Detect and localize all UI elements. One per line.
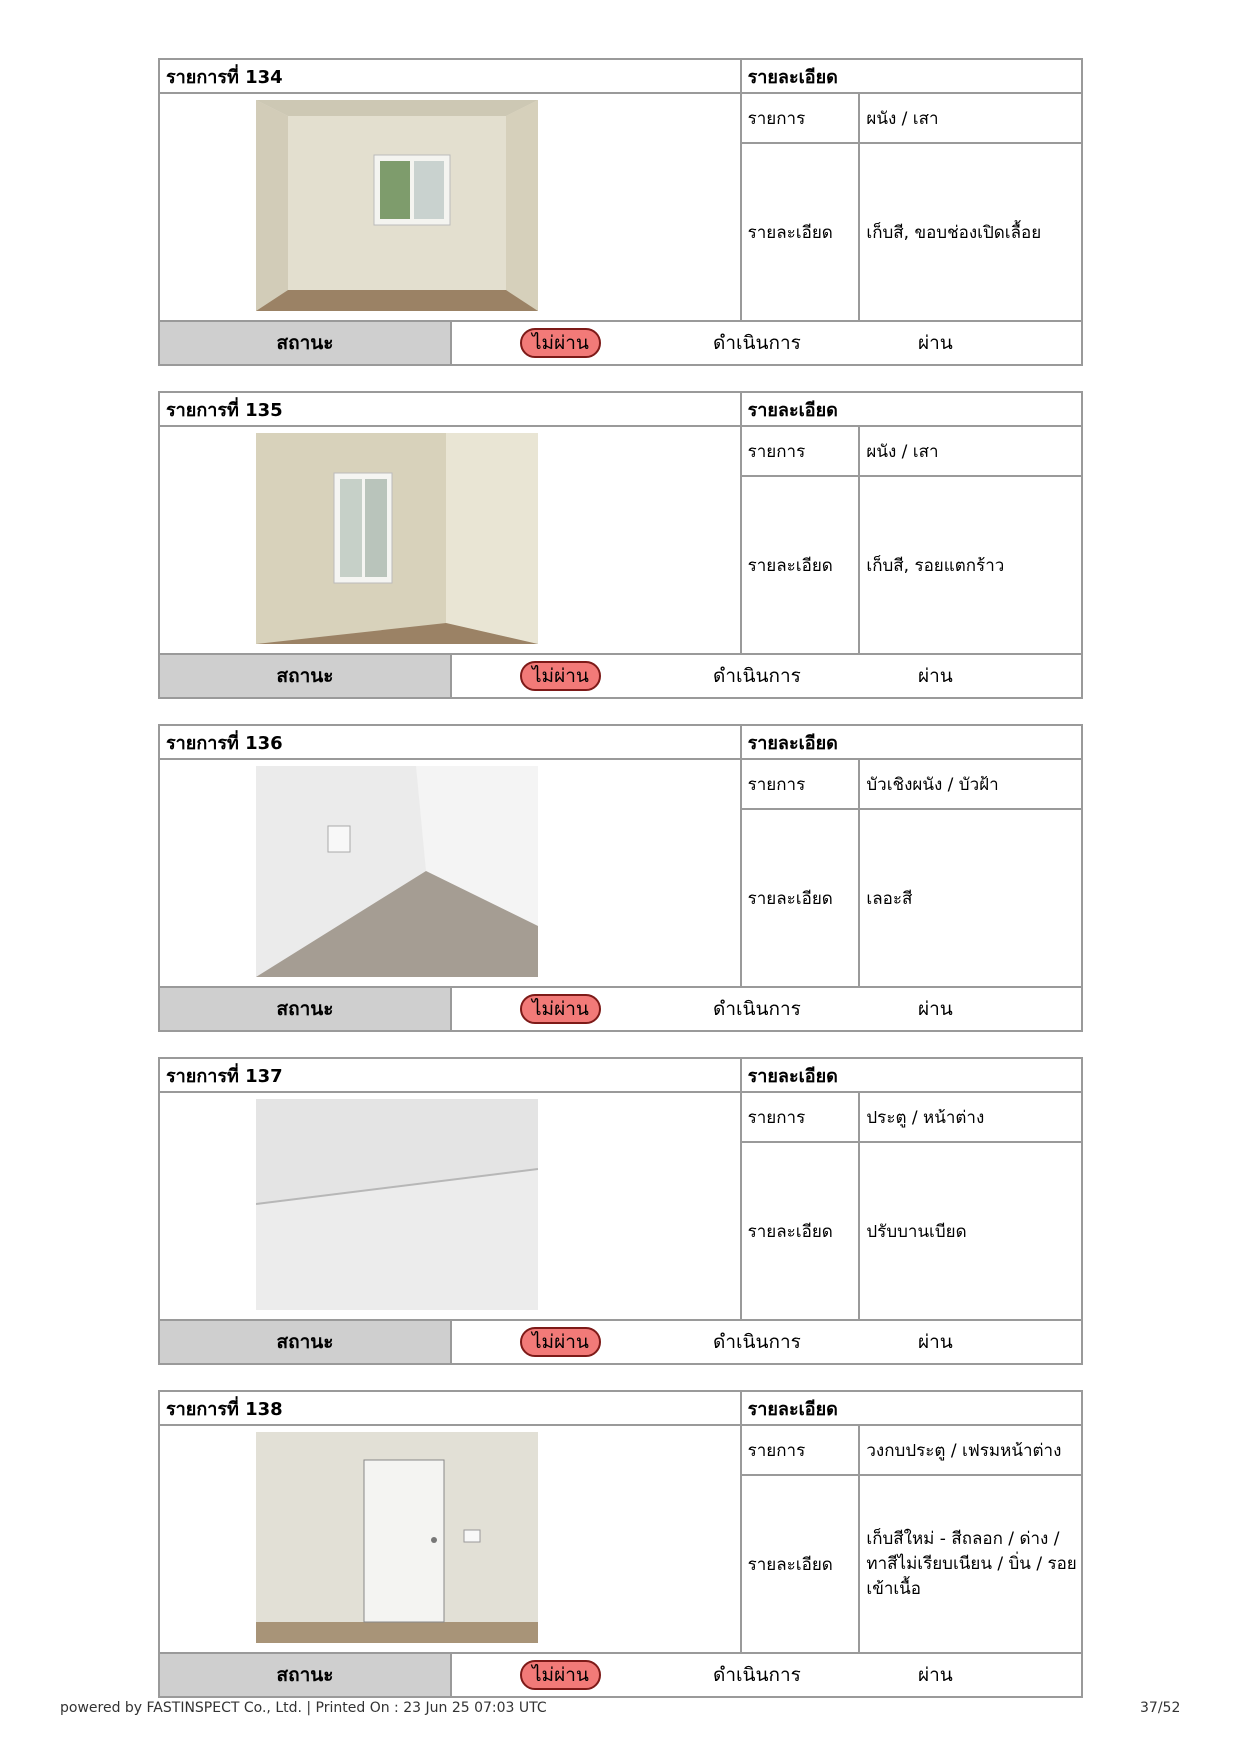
status-option-in-progress[interactable]: ดำเนินการ — [713, 332, 801, 354]
status-label: สถานะ — [160, 988, 452, 1030]
item-label: รายการ — [742, 1093, 861, 1143]
detail-label: รายละเอียด — [742, 1476, 861, 1652]
inspection-card — [158, 58, 1083, 366]
item-value: ประตู / หน้าต่าง — [860, 1093, 1081, 1143]
status-option-fail[interactable]: ไม่ผ่าน — [520, 1660, 601, 1690]
status-label: สถานะ — [160, 322, 452, 364]
status-label: สถานะ — [160, 1321, 452, 1363]
status-option-pass[interactable]: ผ่าน — [918, 1664, 953, 1686]
status-option-in-progress[interactable]: ดำเนินการ — [713, 998, 801, 1020]
item-label: รายการ — [742, 94, 861, 144]
detail-value: เลอะสี — [866, 888, 913, 909]
item-title: รายการที่ 134 — [160, 60, 742, 94]
detail-value: ปรับบานเบียด — [866, 1221, 967, 1242]
status-row — [160, 320, 1081, 364]
detail-header: รายละเอียด — [742, 393, 1081, 427]
detail-header: รายละเอียด — [742, 726, 1081, 760]
item-title: รายการที่ 138 — [160, 1392, 742, 1426]
detail-label: รายละเอียด — [742, 810, 861, 986]
detail-cell — [742, 1426, 1081, 1652]
status-option-fail[interactable]: ไม่ผ่าน — [520, 328, 601, 358]
inspection-card — [158, 391, 1083, 699]
item-value: ผนัง / เสา — [860, 94, 1081, 144]
inspection-photo[interactable] — [256, 1099, 538, 1310]
detail-label: รายละเอียด — [742, 1143, 861, 1319]
status-option-in-progress[interactable]: ดำเนินการ — [713, 665, 801, 687]
item-value: บัวเชิงผนัง / บัวฝ้า — [860, 760, 1081, 810]
item-label: รายการ — [742, 760, 861, 810]
status-option-pass[interactable]: ผ่าน — [918, 332, 953, 354]
detail-label: รายละเอียด — [742, 144, 861, 320]
detail-value: เก็บสี, ขอบช่องเปิดเลื้อย — [866, 222, 1042, 243]
detail-cell — [742, 427, 1081, 653]
detail-label: รายละเอียด — [742, 477, 861, 653]
item-title: รายการที่ 135 — [160, 393, 742, 427]
status-option-fail[interactable]: ไม่ผ่าน — [520, 661, 601, 691]
detail-header: รายละเอียด — [742, 1392, 1081, 1426]
inspection-photo[interactable] — [256, 433, 538, 644]
inspection-card — [158, 724, 1083, 1032]
status-option-in-progress[interactable]: ดำเนินการ — [713, 1664, 801, 1686]
footer-credit: powered by FASTINSPECT Co., Ltd. | Printed On : 23 Jun 25 07:03 UTC — [60, 1700, 547, 1716]
inspection-photo[interactable] — [256, 766, 538, 977]
photo-cell — [160, 94, 742, 320]
status-option-fail[interactable]: ไม่ผ่าน — [520, 1327, 601, 1357]
detail-value: เก็บสี, รอยแตกร้าว — [866, 555, 1005, 576]
status-option-pass[interactable]: ผ่าน — [918, 1331, 953, 1353]
inspection-photo[interactable] — [256, 100, 538, 311]
item-label: รายการ — [742, 427, 861, 477]
status-row — [160, 986, 1081, 1030]
status-row — [160, 1319, 1081, 1363]
detail-cell — [742, 1093, 1081, 1319]
item-label: รายการ — [742, 1426, 861, 1476]
status-option-fail[interactable]: ไม่ผ่าน — [520, 994, 601, 1024]
status-option-pass[interactable]: ผ่าน — [918, 665, 953, 687]
inspection-photo[interactable] — [256, 1432, 538, 1643]
item-value: วงกบประตู / เฟรมหน้าต่าง — [860, 1426, 1081, 1476]
detail-cell — [742, 94, 1081, 320]
page-number: 37/52 — [1140, 1700, 1181, 1716]
detail-cell — [742, 760, 1081, 986]
detail-value: เก็บสีใหม่ - สีถลอก / ด่าง / ทาสีไม่เรียบเนียน / บิ่น / รอยเข้าเนื้อ — [866, 1528, 1077, 1599]
status-label: สถานะ — [160, 655, 452, 697]
inspection-card — [158, 1057, 1083, 1365]
item-value: ผนัง / เสา — [860, 427, 1081, 477]
photo-cell — [160, 1426, 742, 1652]
detail-header: รายละเอียด — [742, 1059, 1081, 1093]
photo-cell — [160, 427, 742, 653]
item-title: รายการที่ 137 — [160, 1059, 742, 1093]
status-row — [160, 1652, 1081, 1696]
detail-header: รายละเอียด — [742, 60, 1081, 94]
inspection-card — [158, 1390, 1083, 1698]
status-option-pass[interactable]: ผ่าน — [918, 998, 953, 1020]
item-title: รายการที่ 136 — [160, 726, 742, 760]
status-label: สถานะ — [160, 1654, 452, 1696]
photo-cell — [160, 1093, 742, 1319]
status-row — [160, 653, 1081, 697]
status-option-in-progress[interactable]: ดำเนินการ — [713, 1331, 801, 1353]
photo-cell — [160, 760, 742, 986]
